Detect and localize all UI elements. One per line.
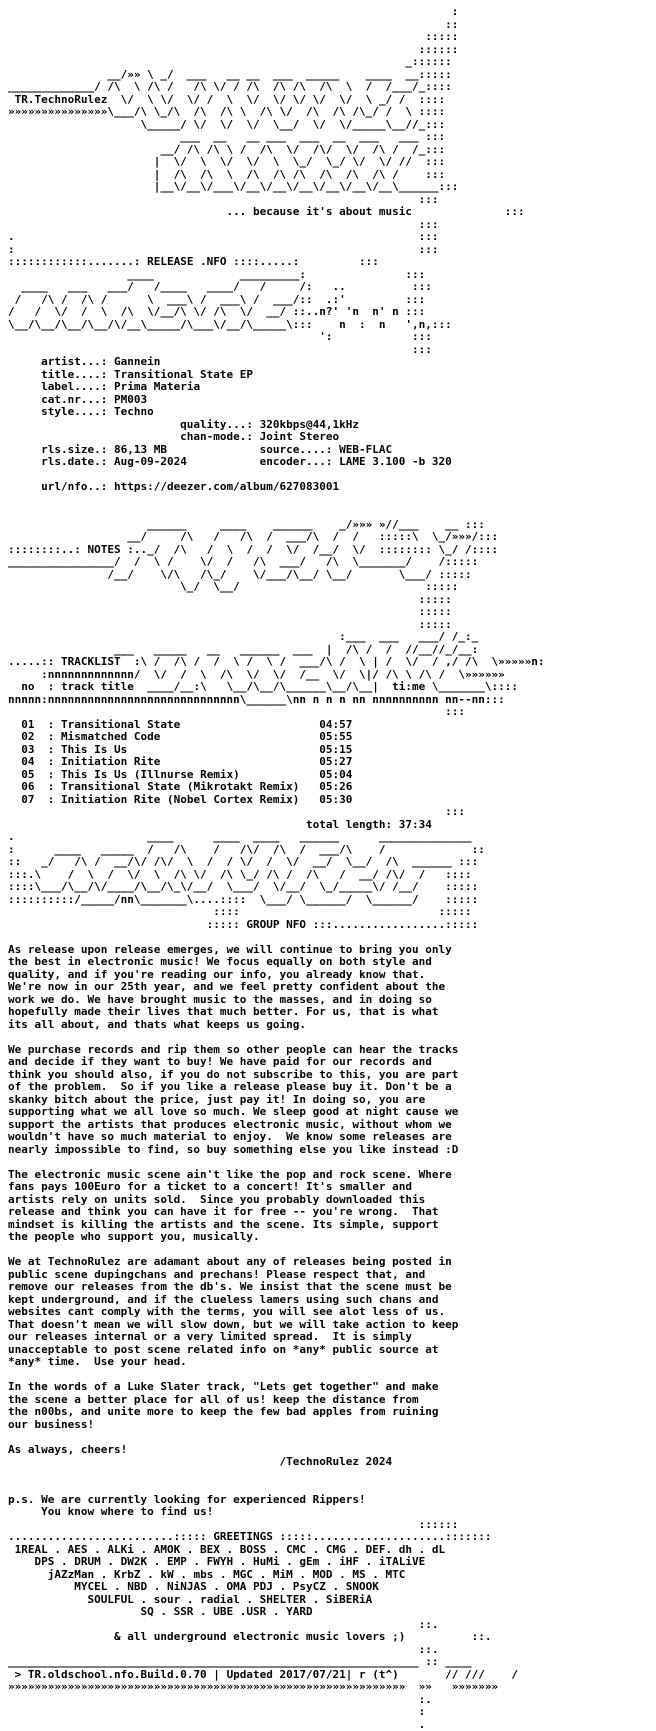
field-cat-nr: cat.nr...: PM003: [8, 394, 608, 407]
art-line: _____________/ /\ \ /\ / /\ \/ / /\ /\ /\ /\ \ / /___/_::::: [8, 81, 608, 94]
art-line: :::: :::::: [8, 906, 608, 919]
paragraph-line: That doesn't mean we will slow down, but we will take action to keep: [8, 1319, 608, 1332]
greetings-list: [8, 1544, 608, 1619]
track-row: 04 : Initiation Rite 05:27: [8, 756, 608, 769]
greetings-text: SOULFUL . sour . radial . SHELTER . SiBERiA: [87, 1594, 372, 1606]
paragraph-line: websites cant comply with the terms, you will see alot less of us.: [8, 1306, 608, 1319]
art-line: ::: [8, 19, 608, 32]
ps-line: p.s. We are currently looking for experienced Rippers!: [8, 1494, 608, 1507]
paragraph-line: work we do. We have brought music to the masses, and in doing so: [8, 994, 608, 1007]
paragraph-line: the people who support you, musically.: [8, 1231, 608, 1244]
blank-line: [8, 1369, 608, 1382]
art-line: \_____/ \/ \/ \/ \__/ \/ \/_____\__//_:::: [8, 119, 608, 132]
blank-line: :::: [8, 706, 608, 719]
blank-line: [8, 1469, 608, 1482]
paragraph-line: supporting what we all love so much. We sleep good at night cause we: [8, 1106, 608, 1119]
blank-line: ::.: [8, 1644, 608, 1657]
paragraph-line: mindset is killing the artists and the scene. Its simple, support: [8, 1219, 608, 1232]
paragraph-line: public scene dupingchans and prechans! Please respect that, and: [8, 1269, 608, 1282]
track-number: 03: [21, 744, 34, 756]
group-nfo-paragraph: [8, 944, 608, 1032]
greetings-line: [8, 1544, 608, 1557]
paragraph-line: support the artists that produces electronic music, without whom we: [8, 1119, 608, 1132]
art-line: ::::\___/\__/\/____/\__/\_\/__/ \___/ \/__/ \_/_____\/ /__/ :::::: [8, 881, 608, 894]
blank-line: [8, 506, 608, 519]
blank-line: [8, 1156, 608, 1169]
greetings-closing: & all underground electronic music lovers ;) ::.: [8, 1631, 608, 1644]
art-line: »»»»»»»»»»»»»»»\___/\ \_/\ /\ /\ \ /\ \/ /\ /\ /\_/ / \ ::::: [8, 106, 608, 119]
field-quality: quality...: 320kbps@44,1kHz: [8, 419, 608, 432]
art-line: :nnnnnnnnnnnnn/ \/ / \ /\ \/ \/ /__ \/ \|/ /\ \ /\ / \»»»»»»: [8, 669, 608, 682]
paragraph-line: We're now in our 25th year, and we feel pretty confident about the: [8, 981, 608, 994]
blank-line: . :::: [8, 231, 608, 244]
track-row: 05 : This Is Us (Illnurse Remix) 05:04: [8, 769, 608, 782]
paragraph-line: the n00bs, and unite more to keep the few bad apples from ruining: [8, 1406, 608, 1419]
track-time: 05:30: [319, 794, 352, 806]
art-line: / / \/ / \ /\ \/__/\ \/ /\ \/ __/ ::..n?' 'n n' n :::: [8, 306, 608, 319]
field-artist: artist...: Gannein: [8, 356, 608, 369]
ps-line: You know where to find us!: [8, 1506, 608, 1519]
nfo-document: [8, 6, 608, 1731]
art-line: ': :::: [8, 331, 608, 344]
art-line: _::::::: [8, 56, 608, 69]
paragraph-line: its all about, and thats what keeps us going.: [8, 1019, 608, 1032]
greetings-text: MYCEL . NBD . NiNJAS . OMA PDJ . PsyCZ . SNOOK: [74, 1581, 379, 1593]
tracklist-title: .....:: TRACKLIST :\ / /\ / / \ / \ / ___/\ / \ | / \/ / ,/ /\ \»»»»»n:: [8, 656, 608, 669]
blank-line: :::: [8, 219, 608, 232]
art-line: / /\ / /\ / \ ___\ / ___\ / ___/:: .:' :::: [8, 294, 608, 307]
track-row: 01 : Transitional State 04:57: [8, 719, 608, 732]
track-row: 03 : This Is Us 05:15: [8, 744, 608, 757]
greetings-title: .........................::::: GREETINGS :::::....................:::::::: [8, 1531, 608, 1544]
field-url: url/nfo..: https://deezer.com/album/627083001: [8, 481, 608, 494]
track-number: 01: [21, 719, 34, 731]
art-line: »»»»»»»»»»»»»»»»»»»»»»»»»»»»»»»»»»»»»»»»»»»»»»»»»»»»»»»»»»»» »» »»»»»»»: [8, 1681, 608, 1694]
blank-line: [8, 1031, 608, 1044]
art-line: /__/ \/\ /\_/ \/___/\__/ \__/ \___/ :::::: [8, 569, 608, 582]
paragraph-line: release and think you can have it for free -- you're wrong. That: [8, 1206, 608, 1219]
paragraph-line: nearly impossible to find, so buy something else you like instead :D: [8, 1144, 608, 1157]
group-nfo-paragraph: [8, 1381, 608, 1431]
track-title: Transitional State: [61, 719, 180, 731]
paragraph-line: skanky bitch about the price, just pay it! In doing so, you are: [8, 1094, 608, 1107]
track-number: 02: [21, 731, 34, 743]
field-label: label....: Prima Materia: [8, 381, 608, 394]
paragraph-line: As release upon release emerges, we will continue to bring you only: [8, 944, 608, 957]
field-title: title....: Transitional State EP: [8, 369, 608, 382]
art-line: ::::::::::/_____/nn\_______\....:::: \___/ \______/ \______/ :::::: [8, 894, 608, 907]
paragraph-line: think you should also, if you do not subscribe to this, you are part: [8, 1069, 608, 1082]
art-line: :::: [8, 194, 608, 207]
track-title: Transitional State (Mikrotakt Remix): [61, 781, 299, 793]
footer-build: > TR.oldschool.nfo.Build.0.70 | Updated 2017/07/21| r (t^) // /// /: [8, 1669, 608, 1682]
paragraph-line: the best in electronic music! We focus equally on both style and: [8, 956, 608, 969]
track-time: 05:15: [319, 744, 352, 756]
art-line: |__\/__\/___\/__\/__\/__\/__\/__\/__\______:::: [8, 181, 608, 194]
header-group-tag: TR.TechnoRulez \/ \ \/ \/ / \ \/ \/ \/ \/ \/ \ _/ / ::::: [8, 94, 608, 107]
art-line: .: [8, 1719, 608, 1731]
group-nfo-paragraph: [8, 1256, 608, 1369]
paragraph-line: In the words of a Luke Slater track, "Lets get together" and make: [8, 1381, 608, 1394]
group-nfo-paragraph: [8, 1169, 608, 1244]
release-nfo-title: ::::::::::::.......: RELEASE .NFO ::::.....: :::: [8, 256, 608, 269]
art-line: ::::::: [8, 44, 608, 57]
blank-line: :::::: [8, 619, 608, 632]
blank-line: [8, 469, 608, 482]
field-rls-date: rls.date.: Aug-09-2024 encoder...: LAME 3.100 -b 320: [8, 456, 608, 469]
blank-line: :::: [8, 344, 608, 357]
blank-line: [8, 494, 608, 507]
greetings-text: 1REAL . AES . ALKi . AMOK . BEX . BOSS . CMC . CMG . DEF. dh . dL: [15, 1544, 445, 1556]
track-row: 02 : Mismatched Code 05:55: [8, 731, 608, 744]
art-line: : ____ _____ / /\ / /\/ /\ / ___/\ / ::: [8, 844, 608, 857]
paragraph-line: our releases internal or a very limited spread. It is simply: [8, 1331, 608, 1344]
greetings-line: [8, 1594, 608, 1607]
track-number: 06: [21, 781, 34, 793]
track-time: 04:57: [319, 719, 352, 731]
paragraph-line: and decide if they want to buy! We have paid for our records and: [8, 1056, 608, 1069]
blank-line: [8, 1481, 608, 1494]
blank-line: [8, 1244, 608, 1257]
art-line: ____ ___ ___/ /____ ____/ / /: .. :::: [8, 281, 608, 294]
tracklist-header: no : track title ____/__:\ \__/\__/\______\__/\__| ti:me \_______\::::: [8, 681, 608, 694]
paragraph-line: our business!: [8, 1419, 608, 1432]
group-nfo-paragraph: [8, 1044, 608, 1157]
art-line: :___ ___ ___/ /_:_: [8, 631, 608, 644]
track-title: This Is Us: [61, 744, 127, 756]
track-time: 05:26: [319, 781, 352, 793]
art-line: ___ __ __ ___ ___ __ ___ ___ :::: [8, 131, 608, 144]
art-line: ______ ____ ______ _/»»» »//___ __ :::: [8, 519, 608, 532]
art-line: __/ /\ / /\ / ___/\ / / :::::\ \_/»»»/:::: [8, 531, 608, 544]
track-title: Mismatched Code: [61, 731, 160, 743]
track-number: 05: [21, 769, 34, 781]
signature: /TechnoRulez 2024: [8, 1456, 608, 1469]
art-line: \_/ \__/ :::::: [8, 581, 608, 594]
track-row: 07 : Initiation Rite (Nobel Cortex Remix) 05:30: [8, 794, 608, 807]
art-line: . ____ ____ ____ ______ ______________: [8, 831, 608, 844]
art-line: :::.\ / \ / \/ \ /\ \/ /\ \_/ /\ / /\ / __/ /\/ / ::::: [8, 869, 608, 882]
art-line: ____ _________: :::: [8, 269, 608, 282]
paragraph-line: We purchase records and rip them so other people can hear the tracks: [8, 1044, 608, 1057]
art-line: __/ /\ /\ \ / /\ \/ /\/ \/ /\ / /_:::: [8, 144, 608, 157]
track-number: 04: [21, 756, 34, 768]
sign-off: As always, cheers!: [8, 1444, 608, 1457]
paragraph-line: artists rely on units sold. Since you probably downloaded this: [8, 1194, 608, 1207]
field-chan-mode: chan-mode.: Joint Stereo: [8, 431, 608, 444]
track-row: 06 : Transitional State (Mikrotakt Remix) 05:26: [8, 781, 608, 794]
tagline: ... because it's about music :::: [8, 206, 608, 219]
paragraph-line: hopefully made their lives that much better. For us, that is what: [8, 1006, 608, 1019]
art-line: ________________/ / \ / \/ / /\ ___/ /\ \_______/ /:::::: [8, 556, 608, 569]
blank-line: [8, 1431, 608, 1444]
footer-rule: ______________________________________________________________ :: ____: [8, 1656, 608, 1669]
paragraph-line: The electronic music scene ain't like the pop and rock scene. Where: [8, 1169, 608, 1182]
blank-line: [8, 931, 608, 944]
track-title: Initiation Rite (Nobel Cortex Remix): [61, 794, 299, 806]
paragraph-line: of the problem. So if you like a release please buy it. Don't be a: [8, 1081, 608, 1094]
paragraph-line: quality, and if you're reading our info, you already know that.: [8, 969, 608, 982]
blank-line: ::::::: [8, 1519, 608, 1532]
art-line: :: _/ /\ / __/\/ /\/ \ / / \/ / \/ __/ \__/ /\ ______ :::: [8, 856, 608, 869]
art-line: __/»» \ _/ ___ __ __ ___ _____ ____ __:::::: [8, 69, 608, 82]
greetings-text: SQ . SSR . UBE .USR . YARD: [140, 1606, 312, 1618]
paragraph-line: We at TechnoRulez are adamant about any of releases being posted in: [8, 1256, 608, 1269]
field-style: style....: Techno: [8, 406, 608, 419]
paragraph-line: wouldn't have so much material to enjoy. We know some releases are: [8, 1131, 608, 1144]
art-line: :: [8, 1706, 608, 1719]
greetings-text: DPS . DRUM . DW2K . EMP . FWYH . HuMi . gEm . iHF . iTALiVE: [35, 1556, 426, 1568]
track-title: This Is Us (Illnurse Remix): [61, 769, 240, 781]
paragraph-line: fans pays 100Euro for a ticket to a concert! It's smaller and: [8, 1181, 608, 1194]
track-title: Initiation Rite: [61, 756, 160, 768]
paragraph-line: kept underground, and if the clueless lamers using such chans and: [8, 1294, 608, 1307]
paragraph-line: *any* time. Use your head.: [8, 1356, 608, 1369]
art-line: ___ _____ __ ______ ___ | /\ / / //__//_/__:: [8, 644, 608, 657]
notes-title: ::::::::..: NOTES :.._/ /\ / \ / / \/ /__/ \/ :::::::: \_/ /::::: [8, 544, 608, 557]
art-line: | \/ \ \/ \/ \ \_/ \_/ \/ \/ // :::: [8, 156, 608, 169]
art-line: :: [8, 6, 608, 19]
blank-line: :::: [8, 806, 608, 819]
greetings-text: jAZzMan . KrbZ . kW . mbs . MGC . MiM . MOD . MS . MTC: [48, 1569, 406, 1581]
art-line: | /\ /\ \ /\ /\ /\ /\ /\ /\ / :::: [8, 169, 608, 182]
art-line: :::::: [8, 31, 608, 44]
track-number: 07: [21, 794, 34, 806]
blank-line: :::::: [8, 594, 608, 607]
blank-line: :::::: [8, 606, 608, 619]
blank-line: : :::: [8, 244, 608, 257]
blank-line: ::.: [8, 1619, 608, 1632]
greetings-line: [8, 1606, 608, 1619]
greetings-line: [8, 1556, 608, 1569]
paragraph-line: remove our releases from the db's. We insist that the scene must be: [8, 1281, 608, 1294]
total-length: total length: 37:34: [8, 819, 608, 832]
greetings-line: [8, 1569, 608, 1582]
greetings-line: [8, 1581, 608, 1594]
track-list: [8, 719, 608, 807]
art-line: :.: [8, 1694, 608, 1707]
paragraph-line: the scene a better place for all of us! keep the distance from: [8, 1394, 608, 1407]
art-line: \__/\__/\__/\__/\/__\_____/\___\/__/\_____\::: n : n ',n,:::: [8, 319, 608, 332]
art-line: nnnnn:nnnnnnnnnnnnnnnnnnnnnnnnnnnnn\______\nn n n n nn nnnnnnnnnn nn--nn:::: [8, 694, 608, 707]
track-time: 05:27: [319, 756, 352, 768]
group-nfo-title: ::::: GROUP NFO :::.................:::::: [8, 919, 608, 932]
track-time: 05:04: [319, 769, 352, 781]
field-rls-size: rls.size.: 86,13 MB source....: WEB-FLAC: [8, 444, 608, 457]
track-time: 05:55: [319, 731, 352, 743]
paragraph-line: unacceptable to post scene related info on *any* public source at: [8, 1344, 608, 1357]
